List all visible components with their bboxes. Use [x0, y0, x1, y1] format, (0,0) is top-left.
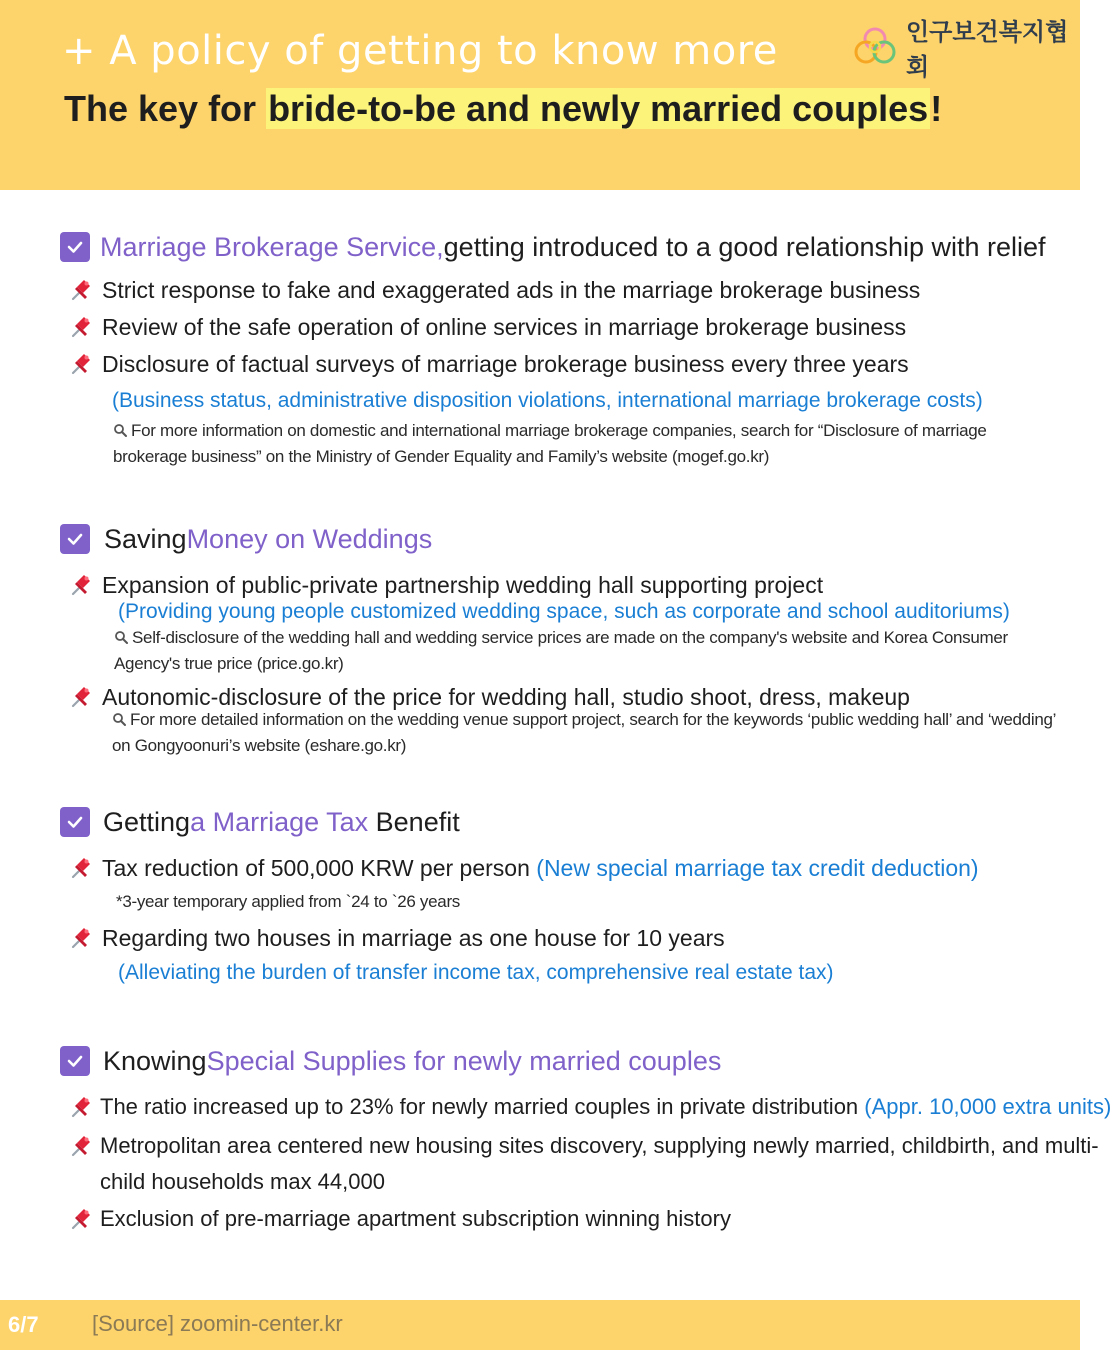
section-title-highlight: Money on Weddings	[186, 523, 433, 554]
section-title-rest: getting introduced to a good relationship with relief	[443, 231, 1046, 262]
pushpin-icon	[66, 853, 94, 883]
list-item-text: Strict response to fake and exaggerated ads in the marriage brokerage business	[102, 277, 921, 303]
list-item	[66, 1204, 1070, 1234]
section-title-rest: Knowing	[103, 1045, 207, 1076]
section-title-highlight: Special Supplies for newly married couples	[206, 1045, 722, 1076]
logo-rings-icon	[852, 25, 898, 69]
list-item-main: Tax reduction of 500,000 KRW per person	[102, 855, 537, 881]
list-item-text	[100, 1092, 1111, 1122]
checkbox-icon	[60, 232, 90, 262]
list-item-blue: (New special marriage tax credit deduction)	[536, 855, 979, 881]
footnote: *3-year temporary applied from `24 to `26 years	[116, 892, 461, 911]
pushpin-icon	[66, 682, 94, 712]
list-item	[66, 570, 1070, 600]
list-item-line1: Metropolitan area centered new housing sites discovery, supplying newly married, childbirth, and multi-	[100, 1133, 1099, 1158]
pushpin-icon	[66, 1204, 94, 1234]
section-title-rest: Saving	[104, 523, 187, 554]
list-item	[66, 1128, 1099, 1200]
list-item-text: Regarding two houses in marriage as one house for 10 years	[102, 925, 725, 951]
list-item-text	[100, 1128, 1099, 1200]
checkbox-icon	[60, 1046, 90, 1076]
logo-text: 인구보건복지협회	[906, 19, 1069, 81]
list-item	[66, 312, 1070, 342]
section-title-part2: Benefit	[368, 806, 460, 837]
detail-note-blue: (Alleviating the burden of transfer income tax, comprehensive real estate tax)	[118, 961, 834, 984]
list-item-text: Disclosure of factual surveys of marriage brokerage business every three years	[102, 351, 909, 377]
list-item-text: Expansion of public-private partnership wedding hall supporting project	[102, 572, 824, 598]
subtitle-highlight: bride-to-be and newly married couples	[268, 88, 929, 129]
section-title	[60, 521, 1070, 557]
search-note-text: For more detailed information on the wedding venue support project, search for the keywords ‘public wedding hall’ and ‘wedding’ on Gongyoonuri’s website (eshare.go.kr)	[112, 710, 1056, 755]
checkbox-icon	[60, 524, 90, 554]
list-item	[66, 923, 1070, 953]
list-item	[66, 275, 1070, 305]
section-marriage-tax	[60, 804, 1070, 987]
list-item	[66, 1092, 1111, 1122]
pushpin-icon	[66, 275, 94, 305]
list-item-text	[102, 853, 979, 883]
subtitle-prefix: The key for	[64, 88, 267, 129]
list-item-main: The ratio increased up to 23% for newly married couples in private distribution	[100, 1094, 865, 1119]
detail-note-blue: (Business status, administrative disposition violations, international marriage brokerage costs)	[112, 389, 983, 412]
footer-bar	[0, 1300, 1080, 1350]
section-title-highlight: a Marriage Tax	[190, 806, 369, 837]
header-banner	[0, 0, 1080, 190]
search-note-text: For more information on domestic and international marriage brokerage companies, search for “Disclosure of marriage brokerage business” on the Ministry of Gender Equality and Family’s website (mogef.go.kr)	[113, 421, 987, 466]
section-title	[60, 229, 1070, 265]
section-wedding-savings	[60, 521, 1070, 758]
magnifier-icon	[114, 628, 129, 652]
section-title-part1: Getting	[103, 806, 191, 837]
pushpin-icon	[66, 349, 94, 379]
checkbox-icon	[60, 807, 90, 837]
subtitle-suffix: !	[930, 88, 943, 129]
organization-logo	[852, 12, 1080, 82]
search-note	[114, 626, 1064, 676]
pushpin-icon	[66, 1092, 94, 1122]
list-item-blue: (Appr. 10,000 extra units)	[864, 1094, 1111, 1119]
page-indicator: 6/7	[8, 1312, 39, 1337]
search-note-text: Self-disclosure of the wedding hall and wedding service prices are made on the company's website and Korea Consumer Agency's true price (price.go.kr)	[114, 628, 1008, 673]
section-special-supplies	[60, 1043, 1111, 1234]
pushpin-icon	[66, 923, 94, 953]
search-note	[112, 708, 1062, 758]
list-item-text: Autonomic-disclosure of the price for wedding hall, studio shoot, dress, makeup	[102, 684, 910, 710]
list-item-line2: child households max 44,000	[100, 1169, 385, 1194]
pushpin-icon	[66, 570, 94, 600]
list-item-text: Review of the safe operation of online services in marriage brokerage business	[102, 314, 907, 340]
pushpin-icon	[66, 312, 94, 342]
pushpin-icon	[66, 1128, 94, 1164]
header-script-title: + A policy of getting to know more	[62, 28, 778, 74]
detail-note-blue: (Providing young people customized wedding space, such as corporate and school auditoriums)	[118, 600, 1010, 623]
section-title	[60, 1043, 1070, 1079]
magnifier-icon	[112, 710, 127, 734]
list-item-text: Exclusion of pre-marriage apartment subscription winning history	[100, 1206, 731, 1231]
source-citation: [Source] zoomin-center.kr	[92, 1311, 343, 1336]
section-title-highlight: Marriage Brokerage Service,	[100, 231, 444, 262]
section-title	[60, 804, 1070, 840]
header-subtitle	[64, 88, 942, 130]
search-note	[113, 419, 1063, 469]
section-marriage-brokerage	[60, 229, 1070, 469]
list-item	[66, 349, 1070, 379]
list-item	[66, 853, 1070, 883]
magnifier-icon	[113, 421, 128, 445]
